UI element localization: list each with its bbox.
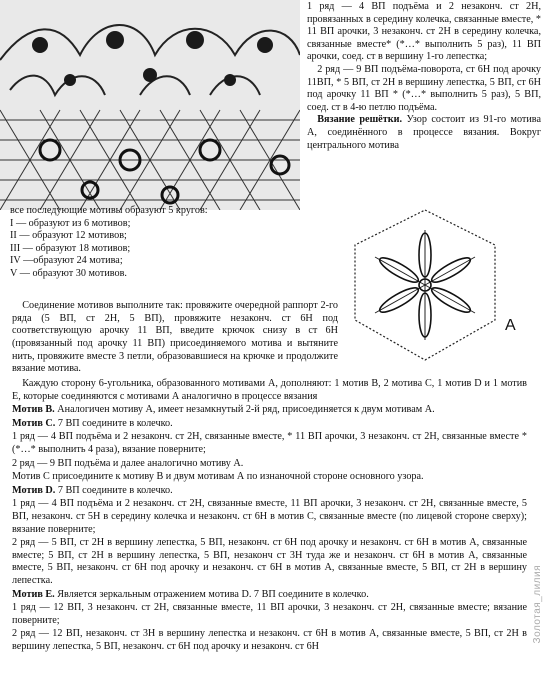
hex-text: Каждую сторону 6-угольника, образованного мотивами А, дополняют: 1 мотив В, 2 мотива С, 1 мотив D и 1 мотив Е, которые соединяются с мотивами А аналогично в процессе вязания <box>12 378 527 402</box>
full-text <box>12 378 527 654</box>
motif-c-row1: 1 ряд — 4 ВП подъёма и 2 незаконч. ст 2Н, связанные вместе, * 11 ВП арочки, 3 незаконч. ст 2Н, связанные вместе * (*…* выполнить 4 раза), вязание поверните; <box>12 431 527 455</box>
row-1-text: 1 ряд — 4 ВП подъёма и 2 незаконч. ст 2Н, провязанных в середину колечка, связанные вместе, * 11 ВП арочки, 3 незаконч. ст 2Н в середину колечка, связанные вместе* (*…* выполнить 5 раз), 11 ВП арочки, соед. ст в вершину 1-го лепестка; <box>307 1 541 63</box>
circles-intro: все последующие мотивы образуют 5 кругов: <box>10 205 208 216</box>
right-column-text <box>307 1 541 152</box>
watermark: Золотая_лилия <box>532 565 543 644</box>
circle-item: V — образуют 30 мотивов. <box>10 267 127 279</box>
motif-c-title: Мотив С. <box>12 417 56 429</box>
motif-e-title: Мотив Е. <box>12 588 55 600</box>
motif-d-row1: 1 ряд — 4 ВП подъёма и 2 незаконч. ст 2Н, связанные вместе, 11 ВП арочки, 3 незаконч. ст 2Н, связанные вместе, 5 ВП, незаконч. ст 5Н в середину колечка и незаконч. ст 6Н в мотив С, связанные вместе (по лицевой стороне сверху); вязание поверните; <box>12 498 527 535</box>
circles-block <box>10 205 338 281</box>
join-block <box>12 290 338 386</box>
lace-photo <box>0 0 300 210</box>
motif-c-paragraph <box>12 418 527 431</box>
motif-b-text: Аналогичен мотиву А, имеет незамкнутый 2-й ряд, присоединяется к двум мотивам А. <box>57 404 435 416</box>
motif-d-text: 7 ВП соедините в колечко. <box>57 484 173 496</box>
motif-c-text: 7 ВП соедините в колечко. <box>57 417 173 429</box>
diagram-label: А <box>505 317 516 334</box>
motif-e-paragraph <box>12 589 527 602</box>
circle-item: II — образуют 12 мотивов; <box>10 230 127 242</box>
motif-c-note: Мотив С присоедините к мотиву В и двум мотивам А по изнаночной стороне основного узора. <box>12 471 424 483</box>
motif-c-row2: 2 ряд — 9 ВП подъёма и далее аналогично мотиву А. <box>12 457 244 469</box>
grid-title: Вязание решётки. <box>317 114 402 126</box>
motif-d-row2: 2 ряд — 5 ВП, ст 2Н в вершину лепестка, 5 ВП, незаконч. ст 6Н под арочку и незаконч. ст 6Н в мотив А, связанные вместе; 5 ВП, ст 2Н в вершину лепестка, 5 ВП, незаконч ст 3Н туда же и незаконч. ст 6Н в мотив А, связанные вместе, 5 ВП, незаконч. ст 6Н под арочку и незаконч. ст 6Н в мотив А, связанные вместе, 5 ВП, ст 2Н в вершину лепестка. <box>12 537 527 586</box>
circle-item: III — образуют 18 мотивов; <box>10 242 131 254</box>
join-text: Соединение мотивов выполните так: провяжите очередной раппорт 2-го ряда (5 ВП, ст 2Н, 5 ВП), провяжите незаконч. ст 6Н под соответствующую арочку 11 ВП, введите крючок снизу в ст 6Н (провязанный под арочку 11 ВП) присоединяемого мотива и вытяните нить, провяжите вместе 3 петли, образовавшиеся на крючке и продолжите вязание мотива. <box>12 300 338 375</box>
motif-b-paragraph <box>12 404 527 417</box>
motif-b-title: Мотив В. <box>12 404 55 416</box>
grid-paragraph <box>307 114 541 152</box>
circle-item: IV —образуют 24 мотива; <box>10 255 123 267</box>
circle-item: I — образуют из 6 мотивов; <box>10 217 131 229</box>
motif-e-row2: 2 ряд — 12 ВП, незаконч. ст 3Н в вершину лепестка и незаконч. ст 6Н в мотив А, связанные вместе, 5 ВП, ст 2Н в вершину лепестка, 5 ВП, незаконч. ст 6Н под арочку и незаконч. ст 6Н <box>12 628 527 652</box>
row-2-text: 2 ряд — 9 ВП подъёма-поворота, ст 6Н под арочку 11ВП, * 5 ВП, ст 2Н в вершину лепестка, 5 ВП, ст 6Н под арочку 11 ВП * (*…* выполнить 5 раз), 5 ВП, соед. ст в 4-ю петлю подъёма. <box>307 63 541 113</box>
motif-d-paragraph <box>12 485 527 498</box>
motif-d-title: Мотив D. <box>12 484 56 496</box>
grid-intro: Узор состоит из 91-го мотива А, соединённого в процессе вязания. Вокруг центрального мотива <box>307 114 542 151</box>
motif-a-diagram <box>340 205 530 375</box>
motif-e-text: Является зеркальным отражением мотива D. 7 ВП соедините в колечко. <box>57 588 369 600</box>
motif-e-row1: 1 ряд — 12 ВП, 3 незаконч. ст 2Н, связанные вместе, 11 ВП арочки, 3 незаконч. ст 2Н, связанные вместе; вязание поверните; <box>12 602 527 626</box>
